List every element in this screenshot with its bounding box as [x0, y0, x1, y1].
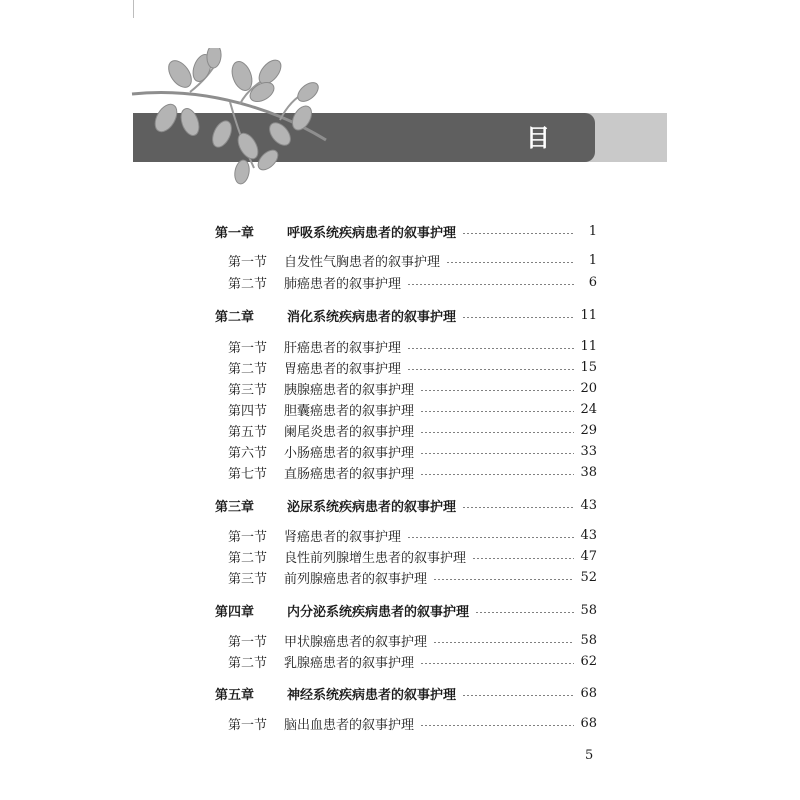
toc-entry-number: 第六节	[228, 445, 268, 461]
toc-entry-number: 第七节	[228, 466, 268, 482]
toc-entry-page: 68	[580, 715, 597, 731]
toc-section-row[interactable]	[215, 567, 597, 587]
toc-entry-page: 33	[580, 443, 597, 459]
toc-entry-number: 第二节	[228, 276, 268, 292]
toc-entry-number: 第三章	[215, 499, 255, 515]
toc-entry-page: 43	[580, 497, 597, 513]
toc-section-row[interactable]	[215, 272, 597, 292]
toc-entry-number: 第五章	[215, 687, 255, 703]
toc-entry-number: 第四章	[215, 604, 255, 620]
toc-dot-leader	[475, 612, 574, 613]
toc-dot-leader	[446, 262, 575, 263]
toc-entry-page: 58	[580, 632, 597, 648]
toc-dot-leader	[407, 284, 575, 285]
leaf-branch-icon	[130, 48, 330, 188]
toc-section-row[interactable]	[215, 399, 597, 419]
toc-entry-title: 呼吸系统疾病患者的叙事护理	[287, 225, 457, 241]
toc-section-row[interactable]	[215, 420, 597, 440]
toc-entry-title: 小肠癌患者的叙事护理	[284, 445, 415, 461]
toc-entry-title: 胰腺癌患者的叙事护理	[284, 382, 415, 398]
toc-entry-title: 肺癌患者的叙事护理	[284, 276, 402, 292]
page-title: 目 录	[526, 124, 564, 196]
toc-entry-page: 1	[588, 223, 597, 239]
toc-section-row[interactable]	[215, 378, 597, 398]
toc-dot-leader	[462, 233, 575, 234]
toc-entry-title: 前列腺癌患者的叙事护理	[284, 571, 428, 587]
toc-entry-title: 肾癌患者的叙事护理	[284, 529, 402, 545]
toc-dot-leader	[407, 369, 574, 370]
toc-chapter-row[interactable]	[215, 495, 597, 515]
toc-chapter-row[interactable]	[215, 221, 597, 241]
toc-entry-number: 第五节	[228, 424, 268, 440]
toc-section-row[interactable]	[215, 336, 597, 356]
toc-chapter-row[interactable]	[215, 683, 597, 703]
toc-entry-page: 11	[580, 307, 597, 323]
toc-entry-number: 第二节	[228, 655, 268, 671]
toc-section-row[interactable]	[215, 250, 597, 270]
toc-entry-title: 胆囊癌患者的叙事护理	[284, 403, 415, 419]
toc-entry-page: 6	[588, 274, 597, 290]
toc-entry-page: 38	[580, 464, 597, 480]
toc-entry-title: 肝癌患者的叙事护理	[284, 340, 402, 356]
toc-entry-title: 甲状腺癌患者的叙事护理	[284, 634, 428, 650]
toc-dot-leader	[433, 579, 574, 580]
toc-entry-number: 第一节	[228, 717, 268, 733]
toc-entry-number: 第四节	[228, 403, 268, 419]
toc-entry-number: 第一节	[228, 254, 268, 270]
toc-entry-number: 第一节	[228, 529, 268, 545]
toc-entry-page: 20	[580, 380, 597, 396]
toc-entry-title: 消化系统疾病患者的叙事护理	[287, 309, 457, 325]
toc-section-row[interactable]	[215, 525, 597, 545]
toc-entry-title: 阑尾炎患者的叙事护理	[284, 424, 415, 440]
toc-section-row[interactable]	[215, 651, 597, 671]
toc-dot-leader	[462, 695, 574, 696]
toc-section-row[interactable]	[215, 462, 597, 482]
toc-dot-leader	[407, 348, 574, 349]
toc-entry-page: 11	[580, 338, 597, 354]
toc-entry-title: 脑出血患者的叙事护理	[284, 717, 415, 733]
toc-entry-page: 52	[580, 569, 597, 585]
toc-dot-leader	[420, 411, 574, 412]
toc-entry-number: 第一章	[215, 225, 255, 241]
toc-dot-leader	[462, 317, 574, 318]
top-rule	[133, 0, 134, 18]
toc-entry-title: 良性前列腺增生患者的叙事护理	[284, 550, 467, 566]
toc-entry-title: 内分泌系统疾病患者的叙事护理	[287, 604, 470, 620]
toc-entry-title: 乳腺癌患者的叙事护理	[284, 655, 415, 671]
toc-entry-page: 68	[580, 685, 597, 701]
toc-entry-number: 第一节	[228, 634, 268, 650]
toc-entry-page: 43	[580, 527, 597, 543]
toc-entry-number: 第二章	[215, 309, 255, 325]
toc-dot-leader	[420, 453, 574, 454]
toc-entry-page: 24	[580, 401, 597, 417]
toc-dot-leader	[420, 474, 574, 475]
toc-entry-page: 29	[580, 422, 597, 438]
toc-entry-title: 泌尿系统疾病患者的叙事护理	[287, 499, 457, 515]
toc-section-row[interactable]	[215, 441, 597, 461]
toc-dot-leader	[420, 390, 574, 391]
toc-chapter-row[interactable]	[215, 305, 597, 325]
toc-entry-number: 第三节	[228, 571, 268, 587]
toc-section-row[interactable]	[215, 357, 597, 377]
toc-entry-page: 62	[580, 653, 597, 669]
page-number: 5	[585, 748, 594, 763]
toc-dot-leader	[462, 507, 574, 508]
toc-dot-leader	[472, 558, 574, 559]
toc-entry-title: 神经系统疾病患者的叙事护理	[287, 687, 457, 703]
toc-entry-page: 58	[580, 602, 597, 618]
toc-section-row[interactable]	[215, 546, 597, 566]
toc-entry-page: 47	[580, 548, 597, 564]
toc-dot-leader	[420, 663, 574, 664]
toc-dot-leader	[433, 642, 574, 643]
toc-dot-leader	[420, 432, 574, 433]
toc-entry-number: 第一节	[228, 340, 268, 356]
toc-entry-title: 直肠癌患者的叙事护理	[284, 466, 415, 482]
toc-entry-number: 第二节	[228, 361, 268, 377]
toc-entry-page: 1	[588, 252, 597, 268]
toc-section-row[interactable]	[215, 713, 597, 733]
toc-chapter-row[interactable]	[215, 600, 597, 620]
toc-entry-number: 第三节	[228, 382, 268, 398]
toc-entry-title: 胃癌患者的叙事护理	[284, 361, 402, 377]
toc-entry-number: 第二节	[228, 550, 268, 566]
toc-dot-leader	[420, 725, 574, 726]
toc-entry-title: 自发性气胸患者的叙事护理	[284, 254, 441, 270]
toc-entry-page: 15	[580, 359, 597, 375]
toc-section-row[interactable]	[215, 630, 597, 650]
toc-dot-leader	[407, 537, 574, 538]
